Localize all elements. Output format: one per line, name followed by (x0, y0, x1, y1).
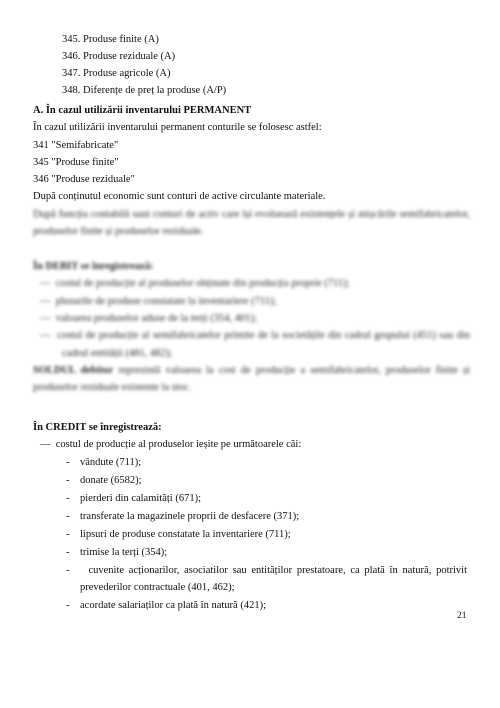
account-line: 345 "Produse finite" (33, 157, 119, 168)
debit-item: — costul de producție al semifabricatelor primite de la societățile din cadrul grupului (451) sau din (40, 330, 471, 341)
credit-heading: În CREDIT se înregistrează: (33, 422, 162, 433)
credit-item: - transferate la magazinele proprii de desfacere (371); (66, 511, 300, 522)
blurred-paragraph: După funcția contabilă sunt conturi de activ care își evoluează existențele și mișcările semifabricatelor, (33, 209, 470, 220)
sold-line: SOLDUL debitor reprezintă valoarea la cost de producție a semifabricatelor, produselor finite și (33, 365, 471, 376)
sold-line-cont: produselor reziduale existente la stoc. (33, 382, 192, 393)
paragraph: După conținutul economic sunt conturi de active circulante materiale. (33, 191, 326, 202)
credit-item: - cuvenite acționarilor, asociatilor sau entităților prestatoare, ca plată în natură, potrivit (66, 565, 467, 576)
credit-item: - donate (6582); (66, 475, 142, 486)
debit-item: — valoarea produselor aduse de la terți (354, 401); (40, 313, 257, 324)
blurred-paragraph: produselor finite și produselor reziduale. (33, 226, 204, 237)
credit-item: - lipsuri de produse constatate la inventariere (711); (66, 529, 291, 540)
credit-item: - acordate salariaților ca plată în natură (421); (66, 600, 266, 611)
page-number: 21 (457, 611, 467, 621)
credit-item: - pierderi din calamități (671); (66, 493, 201, 504)
paragraph: În cazul utilizării inventarului permanent conturile se folosesc astfel: (33, 122, 322, 133)
list-item: 345. Produse finite (A) (62, 34, 159, 45)
list-item: 348. Diferențe de preț la produse (A/P) (62, 85, 227, 96)
section-heading: A. În cazul utilizării inventarului PERMANENT (33, 105, 252, 116)
debit-item: — plusurile de produse constatate la inventariere (711); (40, 296, 277, 307)
list-item: 347. Produse agricole (A) (62, 68, 171, 79)
account-line: 341 "Semifabricate" (33, 140, 119, 151)
credit-item-cont: prevederilor contractuale (401, 462); (80, 582, 235, 593)
list-item: 346. Produse reziduale (A) (62, 51, 176, 62)
debit-item: — costul de producție al produselor obținute din producția proprie (711); (40, 278, 350, 289)
account-line: 346 "Produse reziduale" (33, 174, 135, 185)
credit-item: - trimise la terți (354); (66, 547, 168, 558)
credit-item: - vândute (711); (66, 457, 142, 468)
debit-item-cont: cadrul entității (481, 482); (62, 348, 173, 359)
credit-dash-item: — costul de producție al produselor ieșite pe următoarele căi: (40, 439, 302, 450)
debit-heading: În DEBIT se înregistrează: (33, 261, 154, 272)
